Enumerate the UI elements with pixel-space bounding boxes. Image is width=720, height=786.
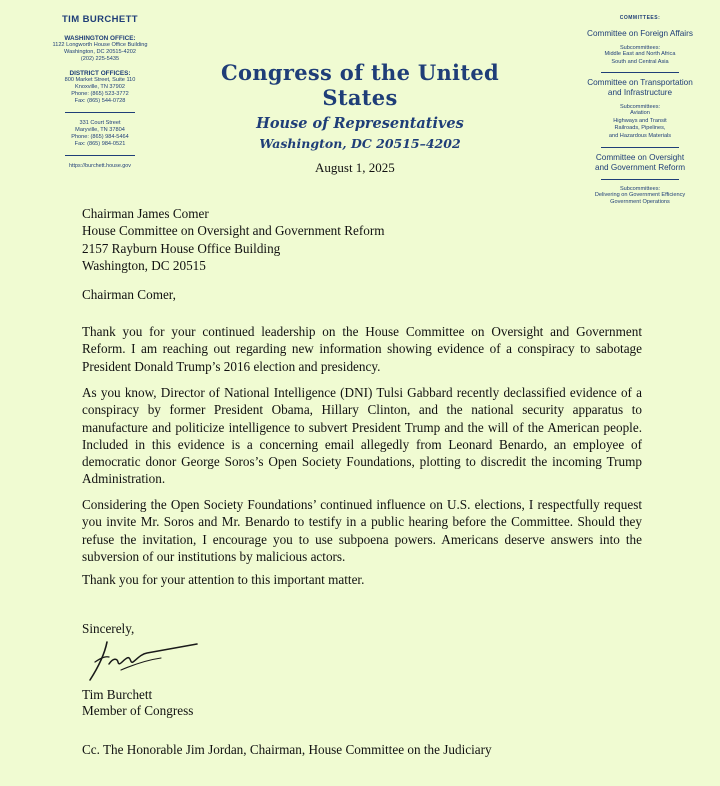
subcommittees-label: Subcommittees: (619, 45, 661, 51)
addressee-line: Washington, DC 20515 (82, 257, 206, 273)
committee-name: Committee on Foreign Affairs (587, 29, 693, 38)
congress-title: Congress of the United States (221, 60, 499, 110)
letterhead-header (200, 60, 520, 151)
district-office-line: Fax: (865) 984-0521 (74, 141, 126, 147)
subcommittee-item: South and Central Asia (611, 58, 669, 65)
committees-column (566, 15, 714, 213)
house-title: House of Representatives (256, 115, 464, 132)
committee-oversight (566, 153, 714, 207)
district-office-1 (30, 70, 170, 105)
letterhead-divider (65, 155, 135, 156)
subcommittees-label: Subcommittees: (619, 104, 661, 111)
addressee-line: House Committee on Oversight and Government Reform (82, 223, 385, 239)
letter-date: August 1, 2025 (315, 160, 395, 175)
district-office-line: Phone: (865) 984-5464 (71, 134, 129, 140)
subcommittees-label: Subcommittees: (619, 185, 661, 192)
cc-line: Cc. The Honorable Jim Jordan, Chairman, House Committee on the Judiciary (82, 742, 492, 757)
addressee-line: Chairman James Comer (82, 206, 209, 221)
committee-name: Committee on Transportation (587, 78, 693, 88)
committee-divider (601, 147, 679, 148)
closing: Sincerely, (82, 621, 135, 636)
subcommittee-item: Aviation (630, 110, 650, 117)
subcommittee-item: Highways and Transit (613, 117, 667, 124)
committee-divider (601, 179, 679, 180)
subcommittee-item: Railroads, Pipelines, (614, 125, 666, 132)
committee-name: and Government Reform (594, 162, 686, 172)
district-office-line: Fax: (865) 544-0728 (74, 98, 126, 104)
body-paragraph: Thank you for your continued leadership on the House Committee on Oversight and Government Reform. I am reaching out regarding new information showing evidence of a conspiracy to sabotage President Donald Trump’s 2016 election and presidency. (82, 324, 642, 374)
district-office-line: 800 Market Street, Suite 110 (64, 77, 136, 83)
addressee-line: 2157 Rayburn House Office Building (82, 240, 281, 256)
washington-office-line: Washington, DC 20515-4202 (64, 49, 136, 55)
district-office-line: Maryville, TN 37804 (75, 127, 125, 133)
district-offices-heading: DISTRICT OFFICES: (69, 70, 131, 77)
signer-title: Member of Congress (82, 703, 194, 718)
subcommittee-item: Delivering on Government Efficiency (594, 191, 686, 198)
committee-name: Committee on Oversight (595, 152, 685, 162)
subcommittee-item: Middle East and North Africa (604, 51, 676, 57)
committee-foreign-affairs (566, 29, 714, 66)
committees-label: COMMITTEES: (619, 15, 661, 21)
handwritten-signature (85, 640, 225, 686)
letterhead-left-column (30, 14, 170, 169)
letterhead-divider (65, 112, 135, 113)
committee-divider (601, 72, 679, 73)
washington-office-heading: WASHINGTON OFFICE: (64, 35, 136, 42)
district-office-line: Phone: (865) 523-3772 (71, 91, 129, 97)
district-office-2 (30, 120, 170, 148)
washington-office (30, 35, 170, 63)
body-paragraph: Thank you for your attention to this important matter. (82, 572, 365, 587)
body-paragraph: Considering the Open Society Foundations’ continued influence on U.S. elections, I respectfully request you invite Mr. Soros and Mr. Benardo to testify in a public hearing before the Committee. Should they refuse the invitation, I encourage you to use subpoena powers. Americans deserve answers into the subversion of our institutions by malicious actors. (82, 497, 642, 564)
committee-transportation (566, 78, 714, 140)
subcommittee-item: and Hazardous Materials (608, 132, 672, 139)
signer-name: Tim Burchett (82, 687, 153, 702)
washington-office-line: 1122 Longworth House Office Building (52, 42, 148, 48)
member-name: TIM BURCHETT (61, 14, 139, 25)
district-office-line: 331 Court Street (79, 120, 121, 126)
city-line: Washington, DC 20515–4202 (259, 136, 461, 151)
washington-office-line: (202) 225-5435 (80, 56, 120, 62)
salutation: Chairman Comer, (82, 287, 176, 302)
website-link[interactable]: https://burchett.house.gov (68, 163, 132, 169)
committee-name: and Infrastructure (607, 88, 673, 98)
district-office-line: Knoxville, TN 37902 (75, 84, 125, 90)
addressee-block (82, 205, 385, 274)
subcommittee-item: Government Operations (610, 199, 670, 206)
body-paragraph: As you know, Director of National Intelligence (DNI) Tulsi Gabbard recently declassified evidence of a conspiracy by former President Obama, Hillary Clinton, and the national security apparatus to manufacture and politicize intelligence to subvert President Trump and the will of the American people. Included in this evidence is a concerning email allegedly from Leonard Benardo, an employee of democratic donor George Soros’s Open Society Foundations, plotting to discredit the incoming Trump Administration. (82, 385, 642, 487)
